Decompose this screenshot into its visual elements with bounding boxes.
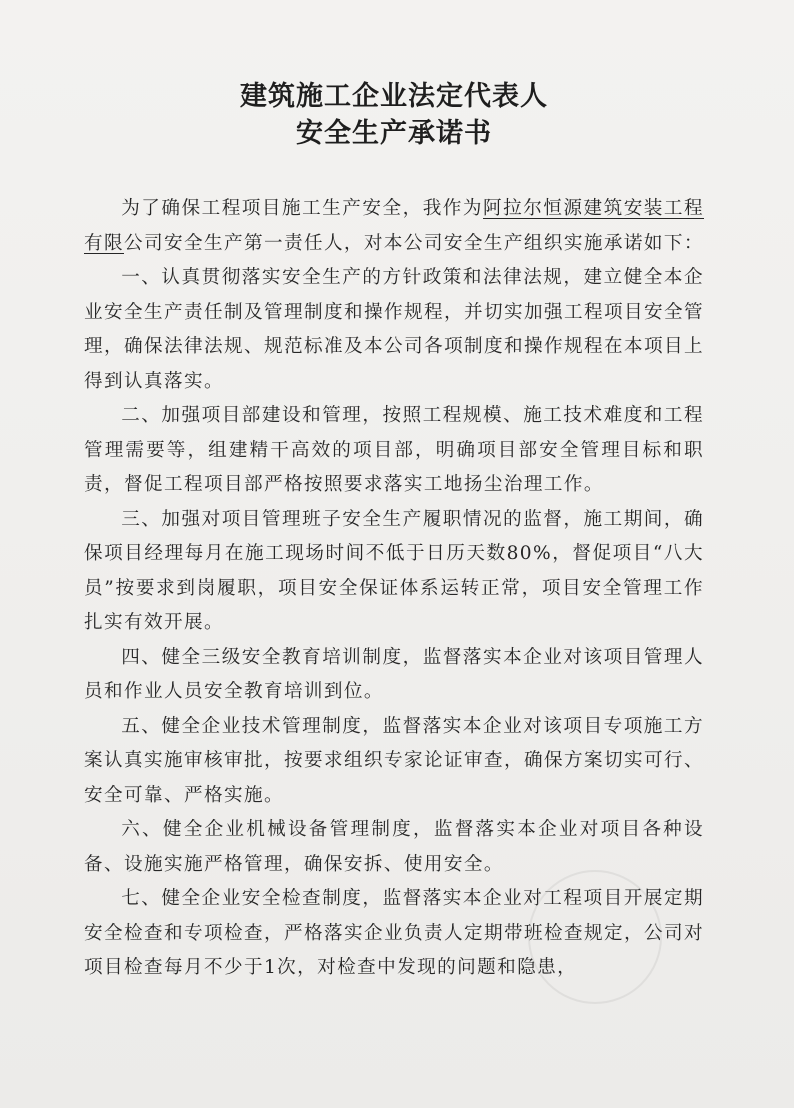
commitment-item-3: 三、加强对项目管理班子安全生产履职情况的监督，施工期间，确保项目经理每月在施工现场时间不低于日历天数80%，督促项目“八大员”按要求到岗履职，项目安全保证体系运转正常，项目安全管理工作扎实有效开展。 [84,508,704,633]
intro-paragraph [84,192,704,261]
commitment-item-1: 一、认真贯彻落实安全生产的方针政策和法律法规，建立健全本企业安全生产责任制及管理制度和操作规程，并切实加强工程项目安全管理，确保法律法规、规范标准及本公司各项制度和操作规程在本项目上得到认真落实。 [84,267,704,392]
title-line-1: 建筑施工企业法定代表人 [240,81,548,112]
document-body [84,192,704,986]
intro-text-before: 为了确保工程项目施工生产安全，我作为 [121,198,483,219]
intro-text-after: 公司安全生产第一责任人，对本公司安全生产组织实施承诺如下： [124,232,704,254]
commitment-item-6: 六、健全企业机械设备管理制度，监督落实本企业对项目各种设备、设施实施严格管理，确保安拆、使用安全。 [84,819,704,875]
commitment-item-5: 五、健全企业技术管理制度，监督落实本企业对该项目专项施工方案认真实施审核审批，按要求组织专家论证审查，确保方案切实可行、安全可靠、严格实施。 [84,715,704,806]
company-name: 阿拉尔恒源建筑安装工程有限 [84,198,704,254]
title-line-2: 安全生产承诺书 [296,118,492,149]
commitment-item-7: 七、健全企业安全检查制度，监督落实本企业对工程项目开展定期安全检查和专项检查，严格落实企业负责人定期带班检查规定，公司对项目检查每月不少于1次，对检查中发现的问题和隐患， [84,888,704,978]
commitment-item-4: 四、健全三级安全教育培训制度，监督落实本企业对该项目管理人员和作业人员安全教育培训到位。 [84,646,704,702]
commitment-item-2: 二、加强项目部建设和管理，按照工程规模、施工技术难度和工程管理需要等，组建精干高效的项目部，明确项目部安全管理目标和职责，督促工程项目部严格按照要求落实工地扬尘治理工作。 [84,405,704,495]
document-title [84,78,704,152]
